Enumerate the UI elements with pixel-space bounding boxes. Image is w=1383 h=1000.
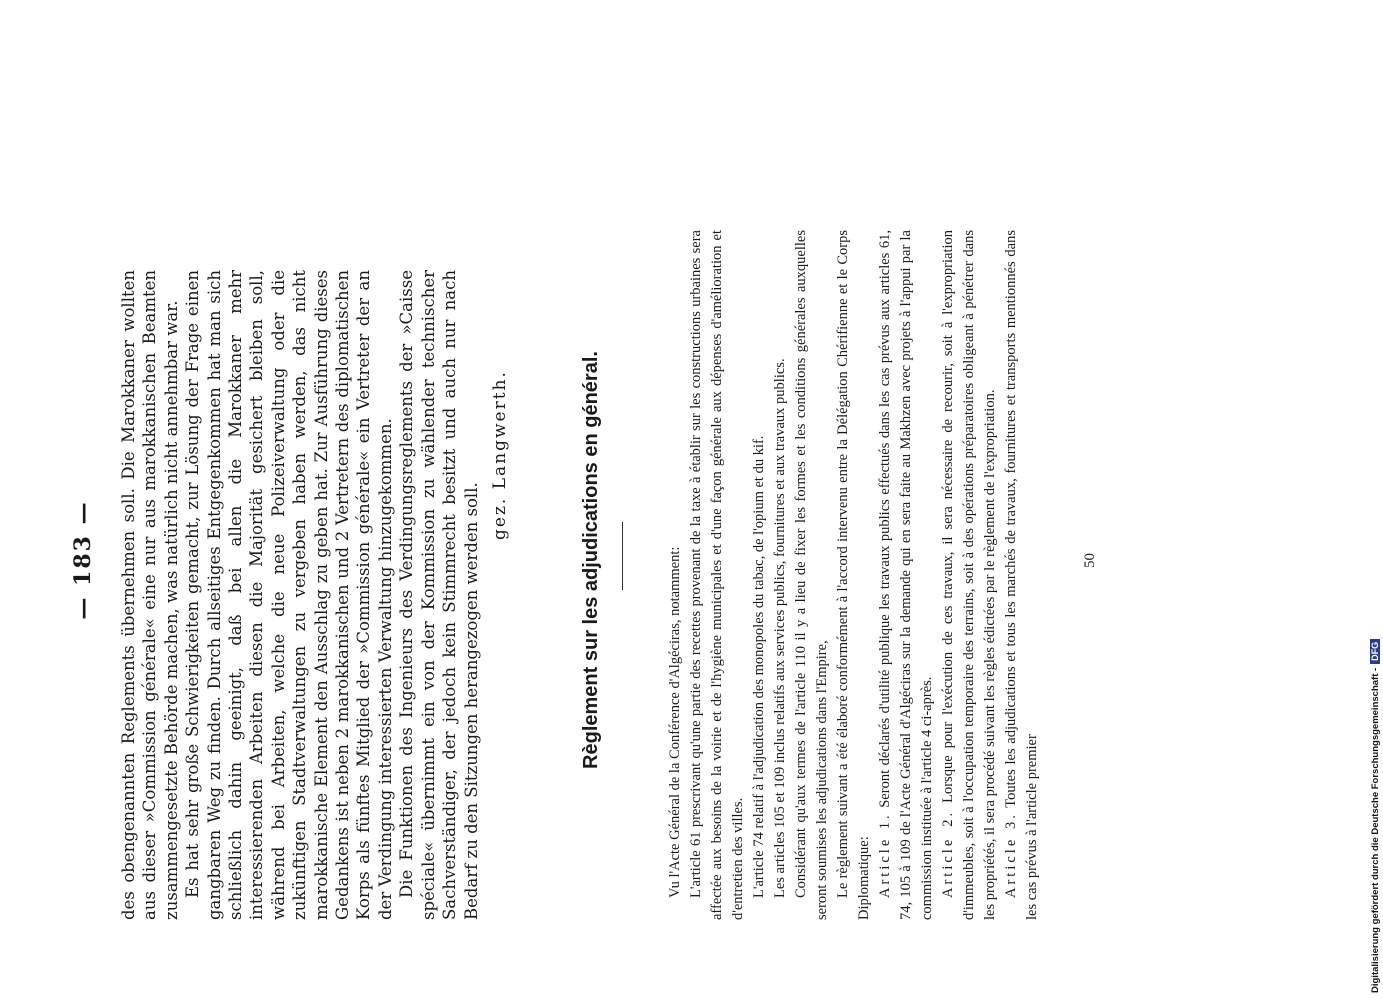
french-paragraph — [833, 230, 875, 920]
french-text-block — [665, 230, 1043, 920]
german-paragraph: Es hat sehr große Schwierigkeiten gemacht, zur Lösung der Frage einen gangbaren Weg zu finden. Durch allseitiges Entgegenkommen hat man sich schließlich dahin geeinigt, daß bei allen die Marokkaner mehr interessierenden Arbeiten diesen die Majorität gesichert bleiben soll, während bei Arbeiten, welche die neue Polizeiverwaltung oder die zukünftigen Stadtverwaltungen zu vergeben haben werden, das nicht marokkanische Element den Ausschlag zu geben hat. Zur Ausführung dieses Gedankens ist neben 2 marokkanischen und 2 Vertretern des diplomatischen Korps als fünftes Mitglied der »Commission générale« ein Vertreter der an der Verdingung interessierten Verwaltung hinzugekommen. — [183, 270, 395, 920]
page-header: — 183 — — [70, 500, 96, 620]
paragraph-text: Toutes les adjudications et tous les marchés de travaux, fournitures et transports mentionnés dans les cas prévus à l'article premier — [1003, 230, 1040, 920]
article-label: Article 2. — [940, 809, 956, 898]
section-title: Règlement sur les adjudications en général. — [580, 351, 602, 769]
article-label: Article 3. — [1003, 812, 1019, 898]
french-paragraph — [1001, 230, 1043, 920]
watermark-text: Digitalisierung gefördert durch die Deutsche Forschungsgemeinschaft - — [1370, 667, 1381, 993]
paragraph-text: Les articles 105 et 109 inclus relatifs aux services publics, fournitures et aux travaux publics. — [772, 358, 788, 898]
french-paragraph — [686, 230, 749, 920]
german-text-block — [118, 270, 482, 920]
paragraph-text: Considérant qu'aux termes de l'article 110 il y a lieu de fixer les formes et les conditions générales auxquelles seront soumises les adjudications dans l'Empire, — [793, 230, 830, 920]
german-paragraph: Die Funktionen des Ingenieurs des Verdingungsreglements der »Caisse spéciale« übernimmt ein von der Kommission zu wählender technischer Sachverständiger, der jedoch kein Stimmrecht besitzt und auch nur nach Bedarf zu den Sitzungen herangezogen werden soll. — [397, 270, 481, 920]
paragraph-text: Lorsque pour l'exécution de ces travaux, il sera nécessaire de recourir, soit à l'expropriation d'immeubles, soit à l'occupation temporaire des terrains, soit à des opérations préparatoires obligeant à pénétrer dans les propriétés, il sera procédé suivant les règles édictées par le règlement de l'expropriation. — [940, 230, 998, 920]
french-paragraph — [938, 230, 1001, 920]
french-paragraph — [770, 230, 791, 920]
signature: gez. Langwerth. — [490, 370, 510, 540]
page-number: 50 — [1082, 553, 1098, 568]
rotated-page — [60, 160, 1180, 960]
french-paragraph — [875, 230, 938, 920]
paragraph-text: Vu l'Acte Général de la Conférence d'Algéciras, notamment: — [667, 546, 683, 898]
article-label: Article 1. — [877, 812, 893, 898]
paragraph-text: L'article 74 relatif à l'adjudication des monopoles du tabac, de l'opium et du kif. — [751, 435, 767, 898]
paragraph-text: Le règlement suivant a été élaboré conformément à l'accord intervenu entre la Délégation Chérifienne et le Corps Diplomatique: — [835, 230, 872, 920]
title-rule — [622, 522, 623, 590]
paragraph-text: L'article 61 prescrivant qu'une partie des recettes provenant de la taxe à établir sur les constructions urbaines sera affectée aux besoins de la voirie et de l'hygiène municipales et d'une façon générale aux dépenses d'amélioration et d'entretien des villes. — [688, 230, 746, 920]
french-paragraph — [749, 230, 770, 920]
german-paragraph: des obengenannten Reglements übernehmen soll. Die Marokkaner wollten aus dieser »Commission générale« eine nur aus marokkanischen Beamten zusammengesetzte Behörde machen, was natürlich nicht annehmbar war. — [119, 270, 181, 920]
french-paragraph — [665, 230, 686, 920]
dfg-logo: DFG — [1370, 639, 1380, 664]
french-paragraph — [791, 230, 833, 920]
funding-watermark — [1370, 639, 1381, 993]
paragraph-text: Seront déclarés d'utilité publique les travaux publics effectués dans les cas prévus aux articles 61, 74, 105 à 109 de l'Acte Général d'Algéciras sur la demande qui en sera faite au Makhzen avec projets à l'appui par la commission instituée à l'article 4 ci-après. — [877, 230, 935, 920]
